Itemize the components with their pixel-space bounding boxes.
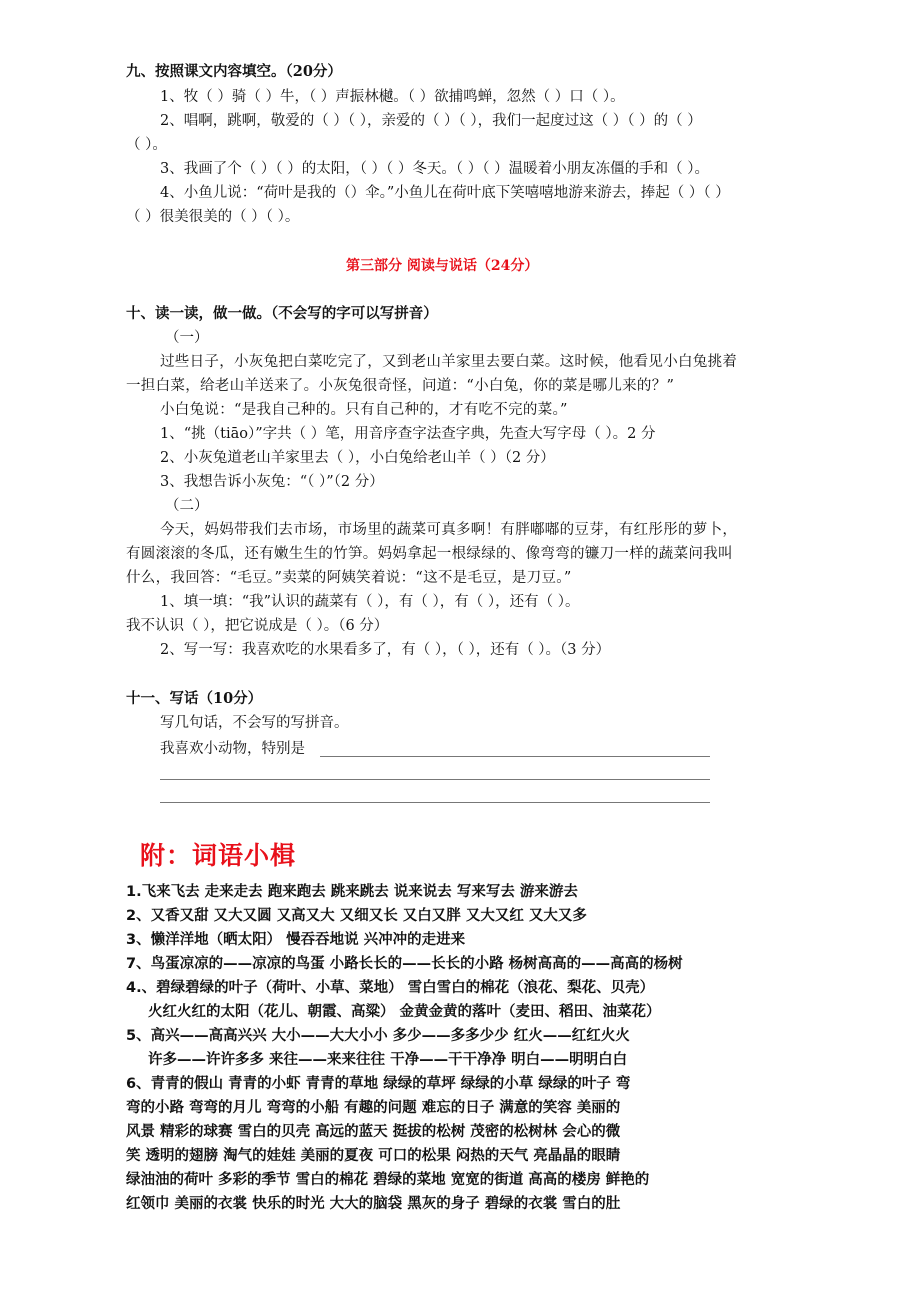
passage1-question-1: 1、“挑（tiāo）”字共（ ）笔，用音序查字法查字典，先查大写字母（ ）。2 分 [160,426,656,442]
passage1-label: （一） [165,330,209,346]
passage1-line-1: 过些日子，小灰兔把白菜吃完了，又到老山羊家里去要白菜。这时候，他看见小白兔挑着 [160,354,738,370]
section9-line-1: 1、牧（ ）骑（ ）牛，（ ）声振林樾。（ ）欲捕鸣蝉，忽然（ ）口（ ）。 [160,89,625,105]
passage1-line-3: 小白兔说：“是我自己种的。只有自己种的，才有吃不完的菜。” [160,402,568,418]
section11-title: 十一、写话（10分） [126,690,263,707]
appendix-line-13: 绿油油的荷叶 多彩的季节 雪白的棉花 碧绿的菜地 宽宽的街道 高高的楼房 鲜艳的 [126,1172,650,1188]
appendix-line-7: 5、高兴——高高兴兴 大小——大大小小 多少——多多少少 红火——红红火火 [126,1028,630,1044]
part3-title: 第三部分 阅读与说话（24分） [346,258,539,274]
appendix-line-9: 6、青青的假山 青青的小虾 青青的草地 绿绿的草坪 绿绿的小草 绿绿的叶子 弯 [126,1076,631,1092]
writing-line-1[interactable] [320,756,710,757]
passage2-label: （二） [165,498,209,514]
appendix-line-4: 7、鸟蛋凉凉的——凉凉的鸟蛋 小路长长的——长长的小路 杨树高高的——高高的杨树 [126,956,683,972]
writing-prompt: 我喜欢小动物，特别是 [160,741,305,757]
appendix-line-8: 许多——许许多多 来往——来来往往 干净——干干净净 明白——明明白白 [148,1052,628,1068]
passage1-question-3: 3、我想告诉小灰兔：“（ ）”（2 分） [160,474,384,490]
passage1-line-2: 一担白菜，给老山羊送来了。小灰兔很奇怪，问道：“小白兔，你的菜是哪儿来的？” [126,378,675,394]
appendix-line-2: 2、又香又甜 又大又圆 又高又大 又细又长 又白又胖 又大又红 又大又多 [126,908,587,924]
appendix-line-1: 1.飞来飞去 走来走去 跑来跑去 跳来跳去 说来说去 写来写去 游来游去 [126,884,578,900]
passage2-line-3: 什么，我回答：“毛豆。”卖菜的阿姨笑着说：“这不是毛豆，是刀豆。” [126,570,572,586]
passage2-question-1-cont: 我不认识（ ），把它说成是（ ）。（6 分） [126,618,389,634]
passage2-question-2: 2、写一写：我喜欢吃的水果看多了，有（ ），（ ），还有（ ）。（3 分） [160,642,611,658]
section9-line-2: 2、唱啊，跳啊，敬爱的（ ）（ ），亲爱的（ ）（ ），我们一起度过这（ ）（ ）的（ ） [160,113,702,129]
appendix-title: 附：词语小楫 [140,841,297,870]
appendix-line-5: 4.、碧绿碧绿的叶子（荷叶、小草、菜地） 雪白雪白的棉花（浪花、梨花、贝壳） [126,980,655,996]
passage1-question-2: 2、小灰兔道老山羊家里去（ ），小白兔给老山羊（ ）（2 分） [160,450,555,466]
passage2-line-2: 有圆滚滚的冬瓜，还有嫩生生的竹笋。妈妈拿起一根绿绿的、像弯弯的镰刀一样的蔬菜问我叫 [126,546,733,562]
appendix-line-14: 红领巾 美丽的衣裳 快乐的时光 大大的脑袋 黑灰的身子 碧绿的衣裳 雪白的肚 [126,1196,621,1212]
writing-instruction: 写几句话，不会写的写拼音。 [160,715,349,731]
section10-title: 十、读一读，做一做。（不会写的字可以写拼音） [126,305,438,322]
section9-line-2-cont: （ ）。 [126,137,167,153]
appendix-line-12: 笑 透明的翅膀 淘气的娃娃 美丽的夏夜 可口的松果 闷热的天气 亮晶晶的眼睛 [126,1148,621,1164]
writing-line-2[interactable] [160,779,710,780]
writing-line-3[interactable] [160,802,710,803]
appendix-line-6: 火红火红的太阳（花儿、朝霞、高粱） 金黄金黄的落叶（麦田、稻田、油菜花） [148,1004,661,1020]
appendix-line-11: 风景 精彩的球赛 雪白的贝壳 高远的蓝天 挺拔的松树 茂密的松树林 会心的微 [126,1124,621,1140]
section9-line-4: 4、小鱼儿说：“荷叶是我的（）伞。”小鱼儿在荷叶底下笑嘻嘻地游来游去，捧起（ ）（ ） [160,185,730,201]
passage2-line-1: 今天，妈妈带我们去市场，市场里的蔬菜可真多啊！有胖嘟嘟的豆芽，有红彤彤的萝卜， [160,522,738,538]
passage2-question-1: 1、填一填：“我”认识的蔬菜有（ ），有（ ），有（ ），还有（ ）。 [160,594,580,610]
section9-line-3: 3、我画了个（ ）（ ）的太阳，（ ）（ ）冬天。（ ）（ ）温暖着小朋友冻僵的手和（ ）。 [160,161,709,177]
section9-title: 九、按照课文内容填空。（20分） [126,63,342,80]
appendix-line-10: 弯的小路 弯弯的月儿 弯弯的小船 有趣的问题 难忘的日子 满意的笑容 美丽的 [126,1100,621,1116]
appendix-line-3: 3、懒洋洋地（晒太阳） 慢吞吞地说 兴冲冲的走进来 [126,932,466,948]
section9-line-4-cont: （ ）很美很美的（ ）（ ）。 [126,209,300,225]
